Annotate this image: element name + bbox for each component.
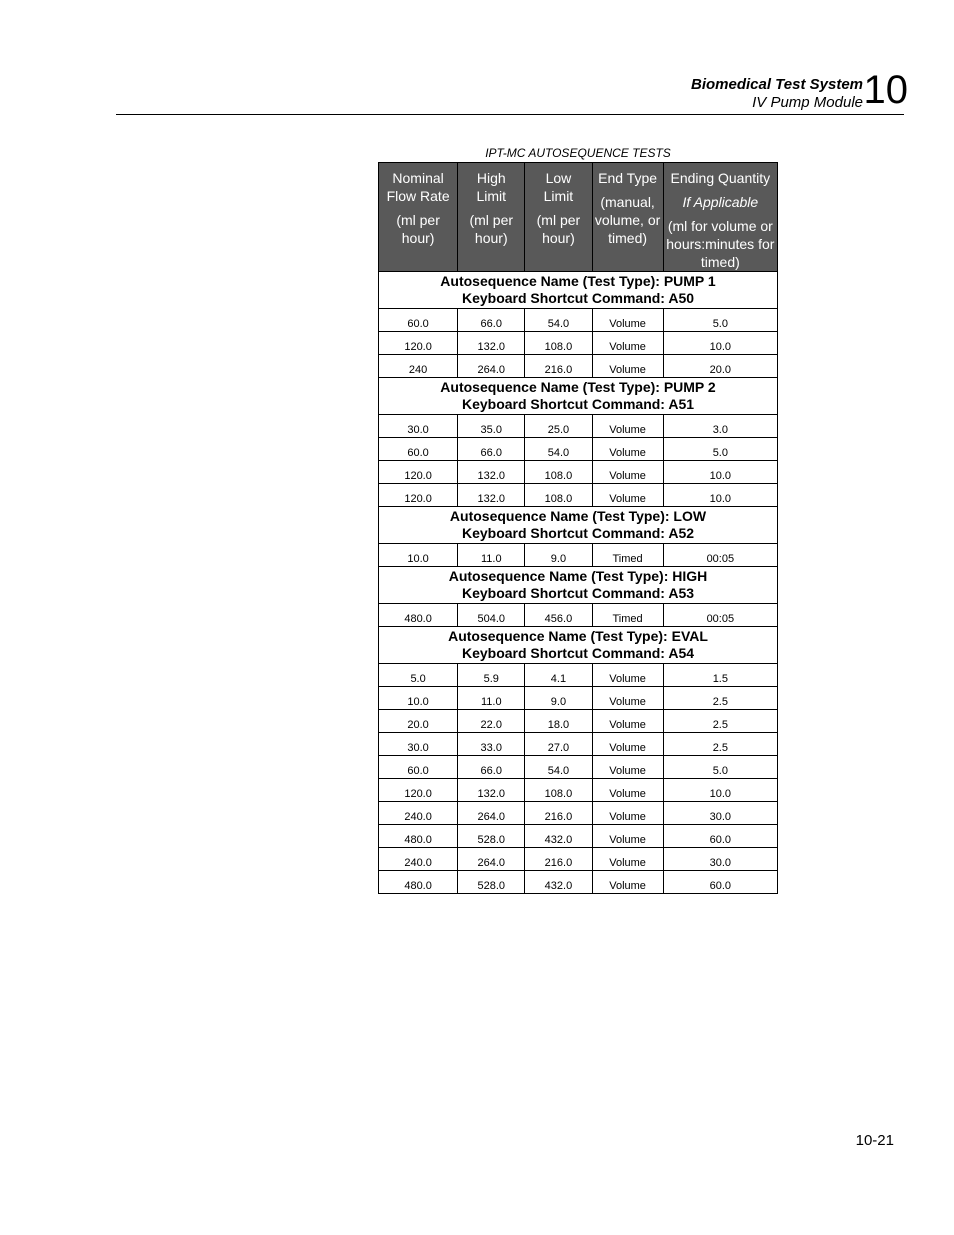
column-header-line2: Flow Rate xyxy=(386,188,450,204)
table-cell: 10.0 xyxy=(379,544,458,567)
chapter-number: 10 xyxy=(863,68,908,112)
table-cell: 216.0 xyxy=(525,848,592,871)
autosequence-name: Autosequence Name (Test Type): HIGH xyxy=(448,568,708,584)
table-row xyxy=(379,355,778,378)
table-cell: 120.0 xyxy=(379,461,458,484)
table-cell: 528.0 xyxy=(458,871,525,894)
autosequence-name: Autosequence Name (Test Type): EVAL xyxy=(448,628,708,644)
table-cell: Volume xyxy=(592,779,663,802)
header-subtitle: IV Pump Module xyxy=(752,94,863,111)
table-cell: Volume xyxy=(592,756,663,779)
table-cell: Timed xyxy=(592,604,663,627)
table-cell: 132.0 xyxy=(458,332,525,355)
table-cell: 456.0 xyxy=(525,604,592,627)
table-cell: 120.0 xyxy=(379,779,458,802)
keyboard-shortcut: Keyboard Shortcut Command: A52 xyxy=(461,525,695,541)
table-cell: 264.0 xyxy=(458,802,525,825)
table-cell: 5.0 xyxy=(663,438,777,461)
table-row xyxy=(379,604,778,627)
table-cell: 432.0 xyxy=(525,871,592,894)
table-cell: 5.0 xyxy=(663,309,777,332)
table-cell: 66.0 xyxy=(458,309,525,332)
table-cell: Volume xyxy=(592,415,663,438)
table-cell: 2.5 xyxy=(663,733,777,756)
table-cell: 11.0 xyxy=(458,687,525,710)
table-row xyxy=(379,687,778,710)
keyboard-shortcut: Keyboard Shortcut Command: A50 xyxy=(461,290,695,306)
group-header-row xyxy=(379,507,778,544)
table-cell: 60.0 xyxy=(663,825,777,848)
table-cell: 25.0 xyxy=(525,415,592,438)
table-cell: 480.0 xyxy=(379,604,458,627)
table-cell: 108.0 xyxy=(525,332,592,355)
table-row xyxy=(379,848,778,871)
table-cell: Volume xyxy=(592,825,663,848)
table-cell: 60.0 xyxy=(663,871,777,894)
table-cell: 240 xyxy=(379,355,458,378)
group-header-cell xyxy=(379,567,778,604)
table-cell: Volume xyxy=(592,664,663,687)
table-cell: Volume xyxy=(592,871,663,894)
header-title: Biomedical Test System xyxy=(690,76,863,93)
table-cell: 30.0 xyxy=(663,802,777,825)
table-cell: 480.0 xyxy=(379,871,458,894)
table-row xyxy=(379,438,778,461)
table-cell: 9.0 xyxy=(525,687,592,710)
column-header-line1: End Type xyxy=(598,170,658,186)
table-cell: 20.0 xyxy=(663,355,777,378)
group-header-cell xyxy=(379,507,778,544)
table-cell: 27.0 xyxy=(525,733,592,756)
group-header-row xyxy=(379,378,778,415)
table-cell: 10.0 xyxy=(663,484,777,507)
table-cell: 132.0 xyxy=(458,484,525,507)
table-header-row xyxy=(379,163,778,272)
table-cell: Volume xyxy=(592,802,663,825)
table-cell: Volume xyxy=(592,355,663,378)
table-row xyxy=(379,415,778,438)
table-caption: IPT-MC AUTOSEQUENCE TESTS xyxy=(485,146,671,160)
table-row xyxy=(379,664,778,687)
column-header-line1: High xyxy=(476,170,506,186)
table-cell: 66.0 xyxy=(458,756,525,779)
table-cell: 132.0 xyxy=(458,779,525,802)
table-cell: 240.0 xyxy=(379,802,458,825)
group-header-cell xyxy=(379,378,778,415)
group-header-cell xyxy=(379,627,778,664)
table-cell: 30.0 xyxy=(663,848,777,871)
column-header-units: (manual, volume, or timed) xyxy=(594,194,661,246)
table-cell: 2.5 xyxy=(663,710,777,733)
table-cell: 20.0 xyxy=(379,710,458,733)
table-cell: 54.0 xyxy=(525,756,592,779)
table-cell: Volume xyxy=(592,848,663,871)
keyboard-shortcut: Keyboard Shortcut Command: A54 xyxy=(461,645,695,661)
table-cell: 60.0 xyxy=(379,438,458,461)
table-row xyxy=(379,779,778,802)
table-cell: 3.0 xyxy=(663,415,777,438)
table-cell: 240.0 xyxy=(379,848,458,871)
table-header xyxy=(379,163,778,272)
table-cell: 432.0 xyxy=(525,825,592,848)
table-cell: 5.0 xyxy=(663,756,777,779)
table-row xyxy=(379,461,778,484)
column-header-units: (ml per hour) xyxy=(536,212,581,246)
column-header-line1: Nominal xyxy=(392,170,444,186)
table-cell: 60.0 xyxy=(379,309,458,332)
table-cell: 11.0 xyxy=(458,544,525,567)
column-header-line1: Low xyxy=(545,170,572,186)
table-row xyxy=(379,733,778,756)
column-header-high-limit xyxy=(458,163,525,272)
table-row xyxy=(379,871,778,894)
table-cell: 120.0 xyxy=(379,332,458,355)
table-cell: Timed xyxy=(592,544,663,567)
table-cell: 54.0 xyxy=(525,309,592,332)
column-header-line1: Ending Quantity xyxy=(670,170,771,186)
column-header-units: (ml per hour) xyxy=(469,212,514,246)
table-cell: 00:05 xyxy=(663,604,777,627)
table-cell: 264.0 xyxy=(458,848,525,871)
column-header-line2: If Applicable xyxy=(682,194,759,210)
table-cell: 30.0 xyxy=(379,415,458,438)
table-cell: 60.0 xyxy=(379,756,458,779)
table-cell: 54.0 xyxy=(525,438,592,461)
table-cell: 10.0 xyxy=(663,779,777,802)
table-row xyxy=(379,544,778,567)
table-cell: 480.0 xyxy=(379,825,458,848)
table-row xyxy=(379,825,778,848)
table-cell: 120.0 xyxy=(379,484,458,507)
table-cell: 1.5 xyxy=(663,664,777,687)
column-header-units: (ml for volume or hours:minutes for timed) xyxy=(666,218,775,270)
table-cell: 5.0 xyxy=(379,664,458,687)
autosequence-name: Autosequence Name (Test Type): LOW xyxy=(449,508,707,524)
table-row xyxy=(379,309,778,332)
autosequence-tests-table xyxy=(378,162,778,894)
table-row xyxy=(379,484,778,507)
table-cell: 66.0 xyxy=(458,438,525,461)
table-cell: 216.0 xyxy=(525,802,592,825)
autosequence-name: Autosequence Name (Test Type): PUMP 2 xyxy=(440,379,716,395)
column-header-line2: Limit xyxy=(476,188,507,204)
table-cell: 108.0 xyxy=(525,779,592,802)
group-header-cell xyxy=(379,272,778,309)
table-cell: 216.0 xyxy=(525,355,592,378)
page-header xyxy=(116,68,908,115)
table-cell: Volume xyxy=(592,438,663,461)
table-cell: 30.0 xyxy=(379,733,458,756)
group-header-row xyxy=(379,627,778,664)
column-header-nominal-flow-rate xyxy=(379,163,458,272)
table-cell: 264.0 xyxy=(458,355,525,378)
table-cell: 33.0 xyxy=(458,733,525,756)
header-text xyxy=(691,76,863,112)
autosequence-name: Autosequence Name (Test Type): PUMP 1 xyxy=(440,273,716,289)
table-cell: 132.0 xyxy=(458,461,525,484)
table-cell: 4.1 xyxy=(525,664,592,687)
group-header-row xyxy=(379,272,778,309)
keyboard-shortcut: Keyboard Shortcut Command: A53 xyxy=(461,585,695,601)
column-header-low-limit xyxy=(525,163,592,272)
keyboard-shortcut: Keyboard Shortcut Command: A51 xyxy=(461,396,695,412)
table-cell: 18.0 xyxy=(525,710,592,733)
table-row xyxy=(379,802,778,825)
table-cell: 35.0 xyxy=(458,415,525,438)
table-cell: Volume xyxy=(592,461,663,484)
column-header-units: (ml per hour) xyxy=(396,212,440,246)
table-cell: Volume xyxy=(592,710,663,733)
table-cell: 10.0 xyxy=(379,687,458,710)
table-cell: Volume xyxy=(592,332,663,355)
table-row xyxy=(379,756,778,779)
table-cell: 22.0 xyxy=(458,710,525,733)
table-row xyxy=(379,710,778,733)
table-cell: 504.0 xyxy=(458,604,525,627)
table-cell: 108.0 xyxy=(525,461,592,484)
table-cell: 10.0 xyxy=(663,461,777,484)
table-body xyxy=(379,272,778,894)
table-row xyxy=(379,332,778,355)
column-header-line2: Limit xyxy=(543,188,574,204)
table-cell: 2.5 xyxy=(663,687,777,710)
group-header-row xyxy=(379,567,778,604)
table-cell: 00:05 xyxy=(663,544,777,567)
table-cell: 10.0 xyxy=(663,332,777,355)
table-cell: 5.9 xyxy=(458,664,525,687)
column-header-ending-quantity xyxy=(663,163,777,272)
table-cell: 108.0 xyxy=(525,484,592,507)
table-cell: Volume xyxy=(592,733,663,756)
table-cell: 528.0 xyxy=(458,825,525,848)
table-cell: Volume xyxy=(592,484,663,507)
table-cell: Volume xyxy=(592,309,663,332)
table-cell: 9.0 xyxy=(525,544,592,567)
table-cell: Volume xyxy=(592,687,663,710)
column-header-end-type xyxy=(592,163,663,272)
page-number: 10-21 xyxy=(855,1132,894,1149)
